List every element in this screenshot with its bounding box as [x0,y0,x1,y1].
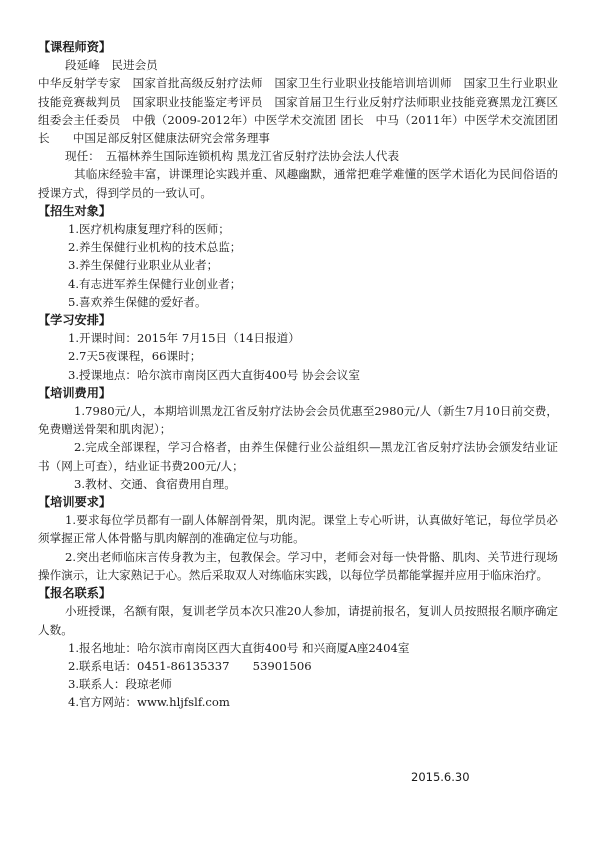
schedule-item: 2.7天5夜课程，66课时； [68,349,202,364]
teacher-description: 其临床经验丰富，讲课理论实践并重、风趣幽默，通常把难学难懂的医学术语化为民间俗语的授课方式，得到学员的一致认可。 [38,167,558,200]
teacher-section [38,38,558,202]
teacher-titles: 中华反射学专家 国家首批高级反射疗法师 国家卫生行业职业技能培训培训师 国家卫生行业职业技能竞赛裁判员 国家职业技能鉴定考评员 国家首届卫生行业反射疗法师职业技能竞赛黑龙江赛区组委会主任委员 中俄（2009-2012年）中医学术交流团 团长 中马（2011年）中医学术交流团团长 中国足部反射区健康法研究会常务理事 [38,76,558,146]
fees-heading: 【培训费用】 [38,385,112,400]
fees-item: 1.7980元/人，本期培训黑龙江省反射疗法协会会员优惠至2980元/人（新生7月10日前交费，免费赠送骨架和肌肉泥）； [38,404,558,437]
document-body [38,38,558,712]
contact-heading: 【报名联系】 [38,586,112,601]
teacher-name-line: 段延峰 民进会员 [65,58,158,73]
fees-item: 2.完成全部课程，学习合格者，由养生保健行业公益组织—黑龙江省反射疗法协会颁发结业证书（网上可查），结业证书费200元/人； [38,440,558,473]
teacher-heading: 【课程师资】 [38,40,112,54]
requirements-item: 2.突出老师临床言传身教为主，包教保会。学习中，老师会对每一快骨骼、肌肉、关节进行现场操作演示，让大家熟记于心。然后采取双人对练临床实践，以每位学员都能掌握并应用于临床治疗。 [38,549,558,582]
audience-heading: 【招生对象】 [38,203,112,218]
audience-item: 3.养生保健行业职业从业者； [68,258,219,273]
audience-item: 5.喜欢养生保健的爱好者。 [68,294,207,309]
contact-person: 3.联系人：段琼老师 [68,677,172,692]
requirements-item: 1.要求每位学员都有一副人体解剖骨架，肌肉泥。课堂上专心听讲，认真做好笔记，每位学员必须掌握正常人体骨骼与肌肉解剖的准确定位与功能。 [38,513,558,546]
contact-section [38,584,558,711]
schedule-section [38,311,558,384]
schedule-heading: 【学习安排】 [38,313,112,328]
audience-section [38,202,558,311]
schedule-item: 1.开课时间：2015年 7月15日（14日报道） [68,331,300,346]
contact-address: 1.报名地址：哈尔滨市南岗区西大直街400号 和兴商厦A座2404室 [68,640,410,655]
audience-item: 2.养生保健行业机构的技术总监； [68,240,242,255]
audience-item: 1.医疗机构康复理疗科的医师； [68,222,230,237]
requirements-heading: 【培训要求】 [38,495,112,510]
fees-section [38,384,558,493]
document-date: 2015.6.30 [411,770,470,784]
audience-item: 4.有志进军养生保健行业创业者； [68,276,242,291]
contact-intro: 小班授课，名额有限，复训老学员本次只准20人参加，请提前报名，复训人员按照报名顺序确定人数。 [38,604,558,637]
contact-website: 4.官方网站：www.hljfslf.com [68,695,230,710]
contact-phone: 2.联系电话：0451-86135337 53901506 [68,658,312,673]
schedule-item: 3.授课地点：哈尔滨市南岗区西大直街400号 协会会议室 [68,367,360,382]
fees-item: 3.教材、交通、食宿费用自理。 [74,476,236,491]
requirements-section [38,493,558,584]
teacher-current-position: 现任： 五福林养生国际连锁机构 黑龙江省反射疗法协会法人代表 [65,149,400,164]
